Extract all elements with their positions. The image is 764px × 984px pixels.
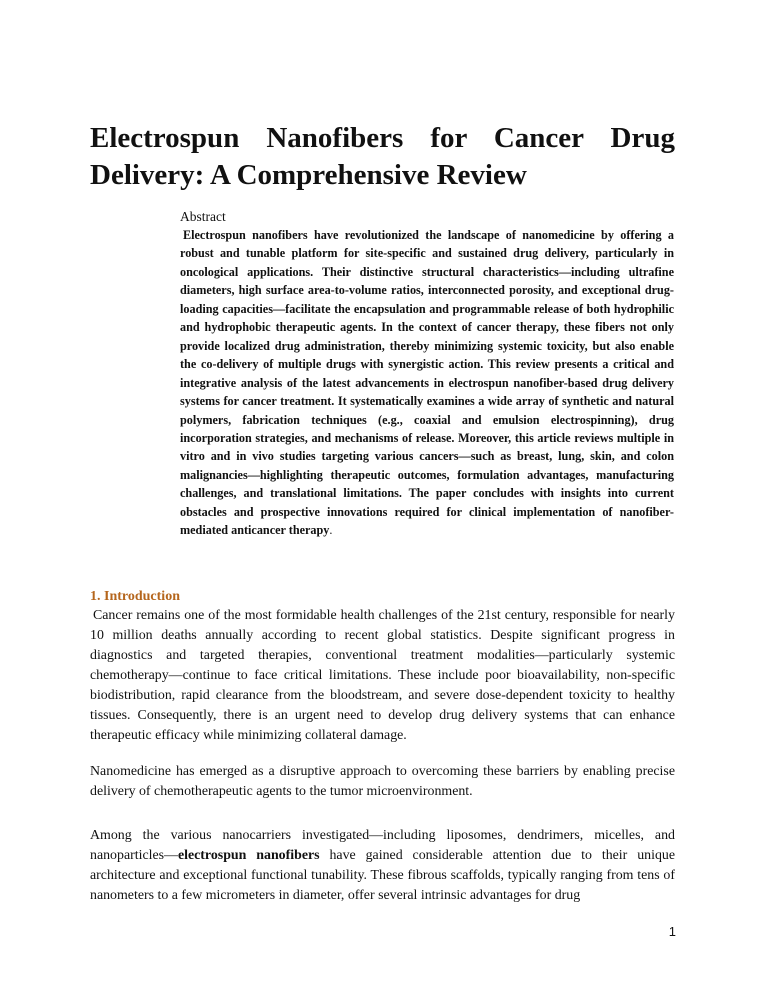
- page-number: 1: [668, 924, 676, 939]
- paragraph-3-lead: Among the various nanocarriers investigated—including liposomes, dendrimers, micelles, and nanoparticles—: [90, 828, 675, 863]
- paragraph-3-emphasis: electrospun nanofibers: [177, 848, 320, 863]
- introduction-paragraph-1: Cancer remains one of the most formidable health challenges of the 21st century, responsible for nearly 10 million deaths annually according to recent global statistics. Despite significant progress in diagnostics and targeted therapies, conventional treatment modalities—particularly systemic chemotherapy—continue to face critical limitations. These include poor bioavailability, non-specific biodistribution, rapid clearance from the bloodstream, and severe dose-dependent toxicity to healthy tissues. Consequently, there is an urgent need to develop drug delivery systems that can enhance therapeutic efficacy while minimizing collateral damage.: [90, 608, 675, 743]
- abstract-period: .: [329, 523, 333, 538]
- introduction-heading: 1. Introduction: [90, 589, 180, 604]
- abstract-section: [180, 208, 674, 540]
- paper-title: Electrospun Nanofibers for Cancer Drug Delivery: A Comprehensive Review: [90, 122, 675, 191]
- abstract-text: [180, 226, 674, 540]
- introduction-paragraph-3: [90, 826, 675, 906]
- introduction-paragraph-2: Nanomedicine has emerged as a disruptive approach to overcoming these barriers by enabling precise delivery of chemotherapeutic agents to the tumor microenvironment.: [90, 764, 675, 799]
- abstract-body-text: Electrospun nanofibers have revolutionized the landscape of nanomedicine by offering a robust and tunable platform for site-specific and sustained drug delivery, particularly in oncological applications. Their distinctive structural characteristics—including ultrafine diameters, high surface area-to-volume ratios, interconnected porosity, and exceptional drug-loading capacities—facilitate the encapsulation and programmable release of both hydrophilic and hydrophobic therapeutic agents. In the context of cancer therapy, these fibers not only provide localized drug administration, thereby minimizing systemic toxicity, but also enable the co-delivery of multiple drugs with synergistic action. This review presents a critical and integrative analysis of the latest advancements in electrospun nanofiber-based drug delivery systems for cancer treatment. It systematically examines a wide array of synthetic and natural polymers, fabrication techniques (e.g., coaxial and emulsion electrospinning), drug incorporation strategies, and mechanisms of release. Moreover, this article reviews multiple in vitro and in vivo studies targeting various cancers—such as breast, lung, skin, and colon malignancies—highlighting therapeutic outcomes, formulation advantages, manufacturing challenges, and translational limitations. The paper concludes with insights into current obstacles and prospective innovations required for clinical implementation of nanofiber-mediated anticancer therapy: [180, 228, 674, 538]
- paragraph-3-rest: have gained considerable attention due to their unique architecture and exceptional functional tunability. These fibrous scaffolds, typically ranging from tens of nanometers to a few micrometers in diameter, offer several intrinsic advantages for drug: [90, 848, 675, 903]
- abstract-heading: Abstract: [180, 209, 226, 224]
